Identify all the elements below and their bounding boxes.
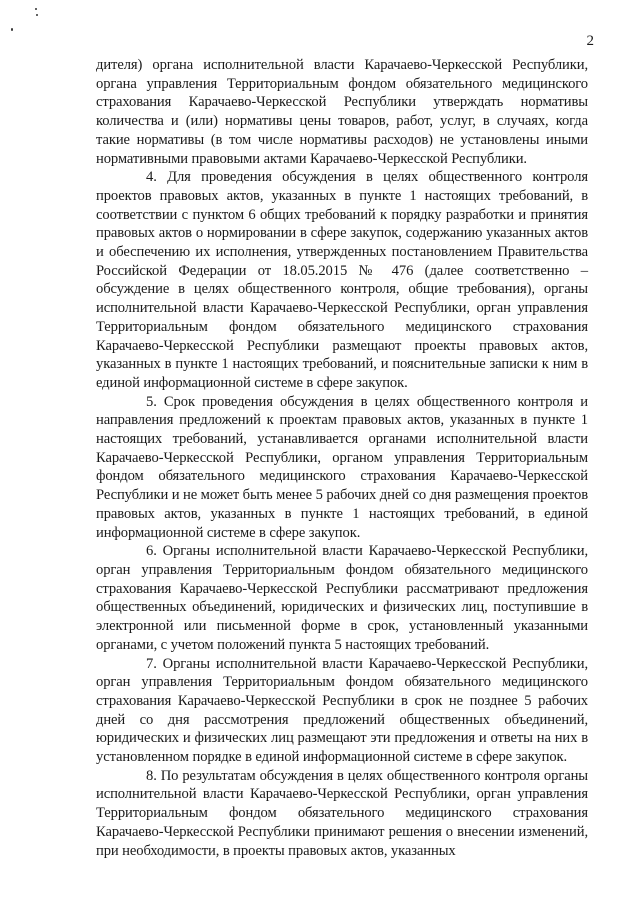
- document-body: [96, 56, 588, 860]
- paragraph-continuation: дителя) органа исполнительной власти Карачаево-Черкесской Республики, органа управления Территориальным фондом обязательного медицинского страхования Карачаево-Черкесской Республики утверждать нормативы количества и (или) нормативы цены товаров, работ, услуг, в случаях, когда такие нормативы (в том числе нормативы расходов) не установлены иными нормативными правовыми актами Карачаево-Черкесской Республики.: [96, 57, 588, 167]
- paragraph-item-5: 5. Срок проведения обсуждения в целях общественного контроля и направления предложений к проектам правовых актов, указанных в пункте 1 настоящих требований, устанавливается органами исполнительной власти Карачаево-Черкесской Республики, органом управления Территориальным фондом обязательного медицинского страхования Карачаево-Черкесской Республики и не может быть менее 5 рабочих дней со дня размещения проектов правовых актов, указанных в пункте 1 настоящих требований, в единой информационной системе в сфере закупок.: [96, 393, 588, 541]
- scan-speck: [35, 8, 37, 10]
- paragraph-item-7: 7. Органы исполнительной власти Карачаево-Черкесской Республики, орган управления Территориальным фондом обязательного медицинского страхования Карачаево-Черкесской Республики в срок не позднее 5 рабочих дней со дня рассмотрения предложений общественных объединений, юридических и физических лиц размещают эти предложения и ответы на них в установленном порядке в единой информационной системе в сфере закупок.: [96, 655, 588, 766]
- page-number: 2: [586, 33, 594, 49]
- scan-speck: [36, 14, 38, 16]
- scan-speck: [11, 28, 13, 31]
- paragraph-item-8: 8. По результатам обсуждения в целях общественного контроля органы исполнительной власти Карачаево-Черкесской Республики, орган управления Территориальным фондом обязательного медицинского страхования Карачаево-Черкесской Республики принимают решения о внесении изменений, при необходимости, в проекты правовых актов, указанных: [96, 767, 588, 859]
- paragraph-item-6: 6. Органы исполнительной власти Карачаево-Черкесской Республики, орган управления Территориальным фондом обязательного медицинского страхования Карачаево-Черкесской Республики рассматривают предложения общественных объединений, юридических и физических лиц, поступившие в электронной или письменной форме в срок, установленный указанными органами, с учетом положений пункта 5 настоящих требований.: [96, 543, 588, 653]
- paragraph-item-4: 4. Для проведения обсуждения в целях общественного контроля проектов правовых актов, указанных в пункте 1 настоящих требований, в соответствии с пунктом 6 общих требований к порядку разработки и принятия правовых актов о нормировании в сфере закупок, содержанию указанных актов и обеспечению их исполнения, утвержденных постановлением Правительства Российской Федерации от 18.05.2015 № 476 (далее соответственно – обсуждение в целях общественного контроля, общие требования), органы исполнительной власти Карачаево-Черкесской Республики, орган управления Территориальным фондом обязательного медицинского страхования Карачаево-Черкесской Республики размещают проекты правовых актов, указанных в пункте 1 настоящих требований, и пояснительные записки к ним в единой информационной системе в сфере закупок.: [96, 169, 588, 391]
